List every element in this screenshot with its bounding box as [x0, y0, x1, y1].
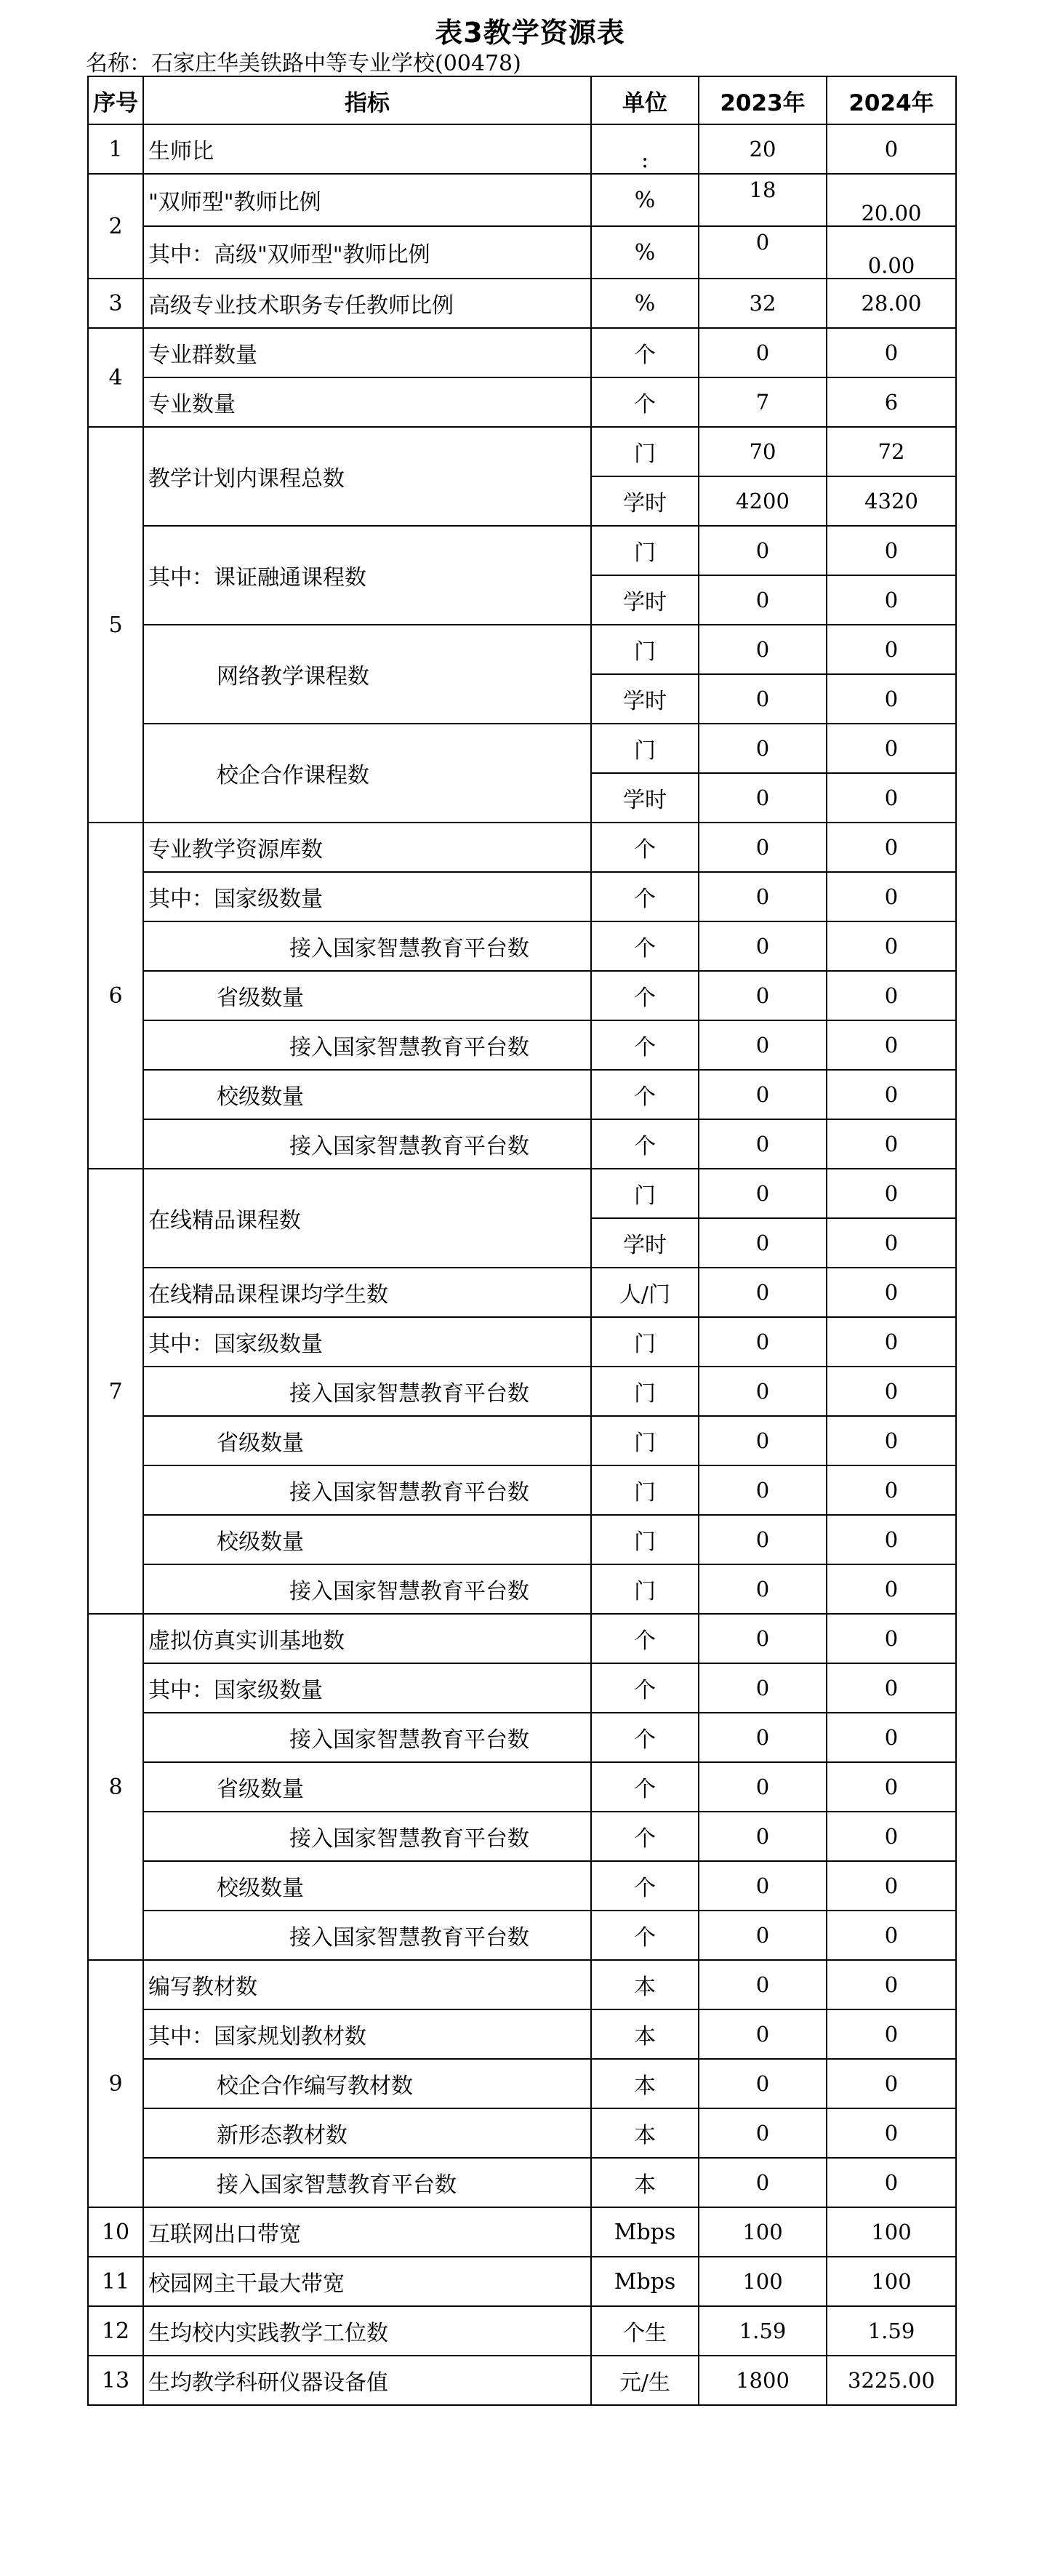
indicator-cell: 接入国家智慧教育平台数 — [143, 1367, 591, 1416]
unit-cell: 本 — [591, 2108, 699, 2158]
value-2023-cell: 0 — [699, 1020, 827, 1070]
value-2024-cell: 0 — [827, 1070, 956, 1119]
table-row — [88, 1317, 956, 1367]
value-2024-cell: 0 — [827, 921, 956, 971]
unit-cell: 元/生 — [591, 2356, 699, 2405]
seq-cell: 7 — [88, 1169, 143, 1614]
value-2023-cell: 32 — [699, 279, 827, 328]
unit-cell: 门 — [591, 526, 699, 575]
value-2023-cell: 0 — [699, 1416, 827, 1465]
header-unit: 单位 — [591, 76, 699, 124]
indicator-cell: 其中：国家规划教材数 — [143, 2009, 591, 2059]
indicator-cell: 其中：国家级数量 — [143, 1663, 591, 1713]
value-2023-cell: 0 — [699, 1663, 827, 1713]
value-2024-cell: 0 — [827, 2009, 956, 2059]
value-2024-cell: 0 — [827, 2108, 956, 2158]
value-2024-cell: 0 — [827, 1663, 956, 1713]
indicator-cell: 省级数量 — [143, 1762, 591, 1812]
unit-cell: % — [591, 226, 699, 279]
value-2024-cell: 0 — [827, 1367, 956, 1416]
seq-cell: 10 — [88, 2207, 143, 2257]
table-row — [88, 526, 956, 575]
unit-cell: 学时 — [591, 1218, 699, 1268]
table-row — [88, 1663, 956, 1713]
seq-cell: 9 — [88, 1960, 143, 2207]
value-2024-cell: 0 — [827, 872, 956, 921]
table-row — [88, 1367, 956, 1416]
indicator-cell: 接入国家智慧教育平台数 — [143, 1713, 591, 1762]
value-2023-cell: 0 — [699, 1268, 827, 1317]
indicator-cell: 其中：高级"双师型"教师比例 — [143, 226, 591, 279]
value-2023-cell: 0 — [699, 2158, 827, 2207]
unit-cell: 个 — [591, 1663, 699, 1713]
unit-cell: 学时 — [591, 476, 699, 526]
unit-cell: 学时 — [591, 575, 699, 625]
value-2023-cell: 100 — [699, 2257, 827, 2306]
indicator-cell: 校级数量 — [143, 1861, 591, 1911]
indicator-cell: 接入国家智慧教育平台数 — [143, 1564, 591, 1614]
value-2023-cell: 0 — [699, 1762, 827, 1812]
header-2024: 2024年 — [827, 76, 956, 124]
value-2023-cell: 0 — [699, 2059, 827, 2108]
unit-cell: 门 — [591, 1416, 699, 1465]
indicator-cell: 接入国家智慧教育平台数 — [143, 1465, 591, 1515]
value-2023-cell: 0 — [699, 773, 827, 823]
value-2024-cell: 0 — [827, 971, 956, 1020]
value-2023-cell: 0 — [699, 1119, 827, 1169]
value-2023-cell: 0 — [699, 724, 827, 773]
value-2023-cell: 0 — [699, 1812, 827, 1861]
unit-cell: 门 — [591, 625, 699, 674]
table-row — [88, 1070, 956, 1119]
unit-cell: % — [591, 174, 699, 226]
value-2023-cell: 0 — [699, 1713, 827, 1762]
unit-cell: 个生 — [591, 2306, 699, 2356]
value-2023-cell: 0 — [699, 872, 827, 921]
value-2024-cell: 1.59 — [827, 2306, 956, 2356]
table-row — [88, 124, 956, 174]
seq-cell: 13 — [88, 2356, 143, 2405]
indicator-cell: 接入国家智慧教育平台数 — [143, 921, 591, 971]
value-2023-cell: 0 — [699, 526, 827, 575]
table-row — [88, 1911, 956, 1960]
value-2024-cell: 0 — [827, 1218, 956, 1268]
indicator-cell: 高级专业技术职务专任教师比例 — [143, 279, 591, 328]
value-2023-cell: 7 — [699, 377, 827, 427]
table-row — [88, 1762, 956, 1812]
table-header-row — [88, 76, 956, 124]
unit-cell: 个 — [591, 1762, 699, 1812]
value-2024-cell: 6 — [827, 377, 956, 427]
indicator-cell: 校园网主干最大带宽 — [143, 2257, 591, 2306]
value-2024-cell: 0 — [827, 1564, 956, 1614]
value-2023-cell: 0 — [699, 2009, 827, 2059]
indicator-cell: 在线精品课程数 — [143, 1169, 591, 1268]
value-2024-cell: 28.00 — [827, 279, 956, 328]
value-2024-cell: 0 — [827, 1416, 956, 1465]
unit-cell: 个 — [591, 1614, 699, 1663]
indicator-cell: 生均校内实践教学工位数 — [143, 2306, 591, 2356]
unit-cell: 个 — [591, 1119, 699, 1169]
table-row — [88, 1713, 956, 1762]
value-2023-cell: 0 — [699, 625, 827, 674]
value-2024-cell: 0 — [827, 1515, 956, 1564]
value-2024-cell: 0 — [827, 773, 956, 823]
value-2024-cell: 0 — [827, 124, 956, 174]
table-row — [88, 1812, 956, 1861]
value-2023-cell: 0 — [699, 1515, 827, 1564]
value-2023-cell: 0 — [699, 1317, 827, 1367]
indicator-cell: 校企合作课程数 — [143, 724, 591, 823]
indicator-cell: 教学计划内课程总数 — [143, 427, 591, 526]
table-row — [88, 377, 956, 427]
unit-cell: 个 — [591, 1070, 699, 1119]
header-2023: 2023年 — [699, 76, 827, 124]
unit-cell: 门 — [591, 1564, 699, 1614]
value-2023-cell: 0 — [699, 1564, 827, 1614]
table-row — [88, 328, 956, 377]
value-2024-cell: 0 — [827, 2158, 956, 2207]
indicator-cell: 虚拟仿真实训基地数 — [143, 1614, 591, 1663]
value-2023-cell: 18 — [699, 174, 827, 226]
indicator-cell: 接入国家智慧教育平台数 — [143, 1020, 591, 1070]
unit-cell: 门 — [591, 427, 699, 476]
unit-cell: 学时 — [591, 773, 699, 823]
table-row — [88, 921, 956, 971]
value-2023-cell: 0 — [699, 575, 827, 625]
value-2023-cell: 100 — [699, 2207, 827, 2257]
table-row — [88, 2108, 956, 2158]
indicator-cell: 校级数量 — [143, 1515, 591, 1564]
indicator-cell: 生均教学科研仪器设备值 — [143, 2356, 591, 2405]
indicator-cell: 新形态教材数 — [143, 2108, 591, 2158]
value-2023-cell: 0 — [699, 328, 827, 377]
unit-cell: : — [591, 124, 699, 174]
seq-cell: 6 — [88, 823, 143, 1169]
indicator-cell: 其中：国家级数量 — [143, 872, 591, 921]
table-row — [88, 872, 956, 921]
table-row — [88, 823, 956, 872]
indicator-cell: 在线精品课程课均学生数 — [143, 1268, 591, 1317]
indicator-cell: 其中：国家级数量 — [143, 1317, 591, 1367]
value-2023-cell: 0 — [699, 1367, 827, 1416]
unit-cell: 个 — [591, 971, 699, 1020]
seq-cell: 8 — [88, 1614, 143, 1960]
header-seq: 序号 — [88, 76, 143, 124]
unit-cell: % — [591, 279, 699, 328]
table-row — [88, 174, 956, 226]
table-row — [88, 1960, 956, 2009]
unit-cell: 个 — [591, 1812, 699, 1861]
unit-cell: 门 — [591, 1367, 699, 1416]
value-2023-cell: 0 — [699, 1861, 827, 1911]
value-2023-cell: 0 — [699, 1465, 827, 1515]
unit-cell: 个 — [591, 1713, 699, 1762]
seq-cell: 5 — [88, 427, 143, 823]
indicator-cell: 生师比 — [143, 124, 591, 174]
school-name: 名称：石家庄华美铁路中等专业学校(00478) — [86, 51, 521, 76]
unit-cell: 门 — [591, 1317, 699, 1367]
value-2024-cell: 0 — [827, 1317, 956, 1367]
table-row — [88, 2306, 956, 2356]
table-row — [88, 1268, 956, 1317]
table-row — [88, 1515, 956, 1564]
seq-cell: 3 — [88, 279, 143, 328]
value-2024-cell: 100 — [827, 2257, 956, 2306]
table-row — [88, 1416, 956, 1465]
header-indicator: 指标 — [143, 76, 591, 124]
value-2024-cell: 0 — [827, 625, 956, 674]
value-2024-cell: 0 — [827, 526, 956, 575]
indicator-cell: 省级数量 — [143, 1416, 591, 1465]
value-2024-cell: 72 — [827, 427, 956, 476]
value-2024-cell: 0 — [827, 674, 956, 724]
value-2023-cell: 0 — [699, 1070, 827, 1119]
value-2023-cell: 4200 — [699, 476, 827, 526]
value-2024-cell: 0 — [827, 1169, 956, 1218]
value-2023-cell: 1800 — [699, 2356, 827, 2405]
indicator-cell: 专业数量 — [143, 377, 591, 427]
value-2024-cell: 0 — [827, 1614, 956, 1663]
value-2024-cell: 0 — [827, 1119, 956, 1169]
value-2023-cell: 0 — [699, 921, 827, 971]
indicator-cell: 专业群数量 — [143, 328, 591, 377]
unit-cell: 门 — [591, 1515, 699, 1564]
table-row — [88, 1614, 956, 1663]
value-2023-cell: 0 — [699, 971, 827, 1020]
value-2023-cell: 20 — [699, 124, 827, 174]
unit-cell: 学时 — [591, 674, 699, 724]
value-2023-cell: 0 — [699, 1911, 827, 1960]
table-row — [88, 2158, 956, 2207]
unit-cell: 个 — [591, 823, 699, 872]
table-row — [88, 2059, 956, 2108]
indicator-cell: 接入国家智慧教育平台数 — [143, 1911, 591, 1960]
unit-cell: 本 — [591, 2158, 699, 2207]
value-2023-cell: 1.59 — [699, 2306, 827, 2356]
unit-cell: 个 — [591, 1861, 699, 1911]
value-2023-cell: 0 — [699, 226, 827, 279]
value-2024-cell: 0 — [827, 1812, 956, 1861]
table-row — [88, 1119, 956, 1169]
table-row — [88, 226, 956, 279]
value-2023-cell: 0 — [699, 1960, 827, 2009]
table-row — [88, 1465, 956, 1515]
unit-cell: 门 — [591, 1169, 699, 1218]
unit-cell: 个 — [591, 872, 699, 921]
value-2024-cell: 0 — [827, 1465, 956, 1515]
seq-cell: 11 — [88, 2257, 143, 2306]
value-2024-cell: 0.00 — [827, 226, 956, 279]
table-row — [88, 1020, 956, 1070]
unit-cell: 人/门 — [591, 1268, 699, 1317]
value-2023-cell: 0 — [699, 823, 827, 872]
table-row — [88, 971, 956, 1020]
indicator-cell: 互联网出口带宽 — [143, 2207, 591, 2257]
value-2024-cell: 20.00 — [827, 174, 956, 226]
indicator-cell: 接入国家智慧教育平台数 — [143, 2158, 591, 2207]
table-row — [88, 724, 956, 773]
table-row — [88, 625, 956, 674]
unit-cell: 门 — [591, 1465, 699, 1515]
value-2024-cell: 100 — [827, 2207, 956, 2257]
indicator-cell: 省级数量 — [143, 971, 591, 1020]
seq-cell: 12 — [88, 2306, 143, 2356]
value-2024-cell: 0 — [827, 2059, 956, 2108]
value-2024-cell: 0 — [827, 328, 956, 377]
seq-cell: 2 — [88, 174, 143, 279]
seq-cell: 4 — [88, 328, 143, 427]
value-2023-cell: 0 — [699, 2108, 827, 2158]
value-2024-cell: 0 — [827, 1020, 956, 1070]
value-2023-cell: 0 — [699, 1614, 827, 1663]
table-row — [88, 1169, 956, 1218]
unit-cell: 本 — [591, 2059, 699, 2108]
value-2024-cell: 4320 — [827, 476, 956, 526]
value-2023-cell: 0 — [699, 674, 827, 724]
page-title: 表3教学资源表 — [435, 17, 625, 49]
unit-cell: 本 — [591, 1960, 699, 2009]
teaching-resources-table — [87, 76, 957, 2406]
value-2024-cell: 0 — [827, 1762, 956, 1812]
indicator-cell: 其中：课证融通课程数 — [143, 526, 591, 625]
unit-cell: 门 — [591, 724, 699, 773]
indicator-cell: 接入国家智慧教育平台数 — [143, 1812, 591, 1861]
unit-cell: 个 — [591, 328, 699, 377]
value-2024-cell: 0 — [827, 823, 956, 872]
value-2023-cell: 0 — [699, 1218, 827, 1268]
indicator-cell: "双师型"教师比例 — [143, 174, 591, 226]
unit-cell: Mbps — [591, 2207, 699, 2257]
table-row — [88, 2257, 956, 2306]
indicator-cell: 校级数量 — [143, 1070, 591, 1119]
unit-cell: 个 — [591, 921, 699, 971]
seq-cell: 1 — [88, 124, 143, 174]
unit-cell: 个 — [591, 1911, 699, 1960]
table-row — [88, 2207, 956, 2257]
value-2024-cell: 0 — [827, 1268, 956, 1317]
unit-cell: 个 — [591, 1020, 699, 1070]
table-row — [88, 1564, 956, 1614]
value-2024-cell: 0 — [827, 1713, 956, 1762]
table-row — [88, 279, 956, 328]
value-2023-cell: 0 — [699, 1169, 827, 1218]
value-2023-cell: 70 — [699, 427, 827, 476]
unit-cell: Mbps — [591, 2257, 699, 2306]
value-2024-cell: 3225.00 — [827, 2356, 956, 2405]
indicator-cell: 网络教学课程数 — [143, 625, 591, 724]
value-2024-cell: 0 — [827, 724, 956, 773]
value-2024-cell: 0 — [827, 1861, 956, 1911]
indicator-cell: 校企合作编写教材数 — [143, 2059, 591, 2108]
table-row — [88, 2356, 956, 2405]
table-row — [88, 2009, 956, 2059]
indicator-cell: 接入国家智慧教育平台数 — [143, 1119, 591, 1169]
value-2024-cell: 0 — [827, 1960, 956, 2009]
table-row — [88, 427, 956, 476]
unit-cell: 本 — [591, 2009, 699, 2059]
value-2024-cell: 0 — [827, 575, 956, 625]
indicator-cell: 编写教材数 — [143, 1960, 591, 2009]
indicator-cell: 专业教学资源库数 — [143, 823, 591, 872]
table-row — [88, 1861, 956, 1911]
unit-cell: 个 — [591, 377, 699, 427]
value-2024-cell: 0 — [827, 1911, 956, 1960]
